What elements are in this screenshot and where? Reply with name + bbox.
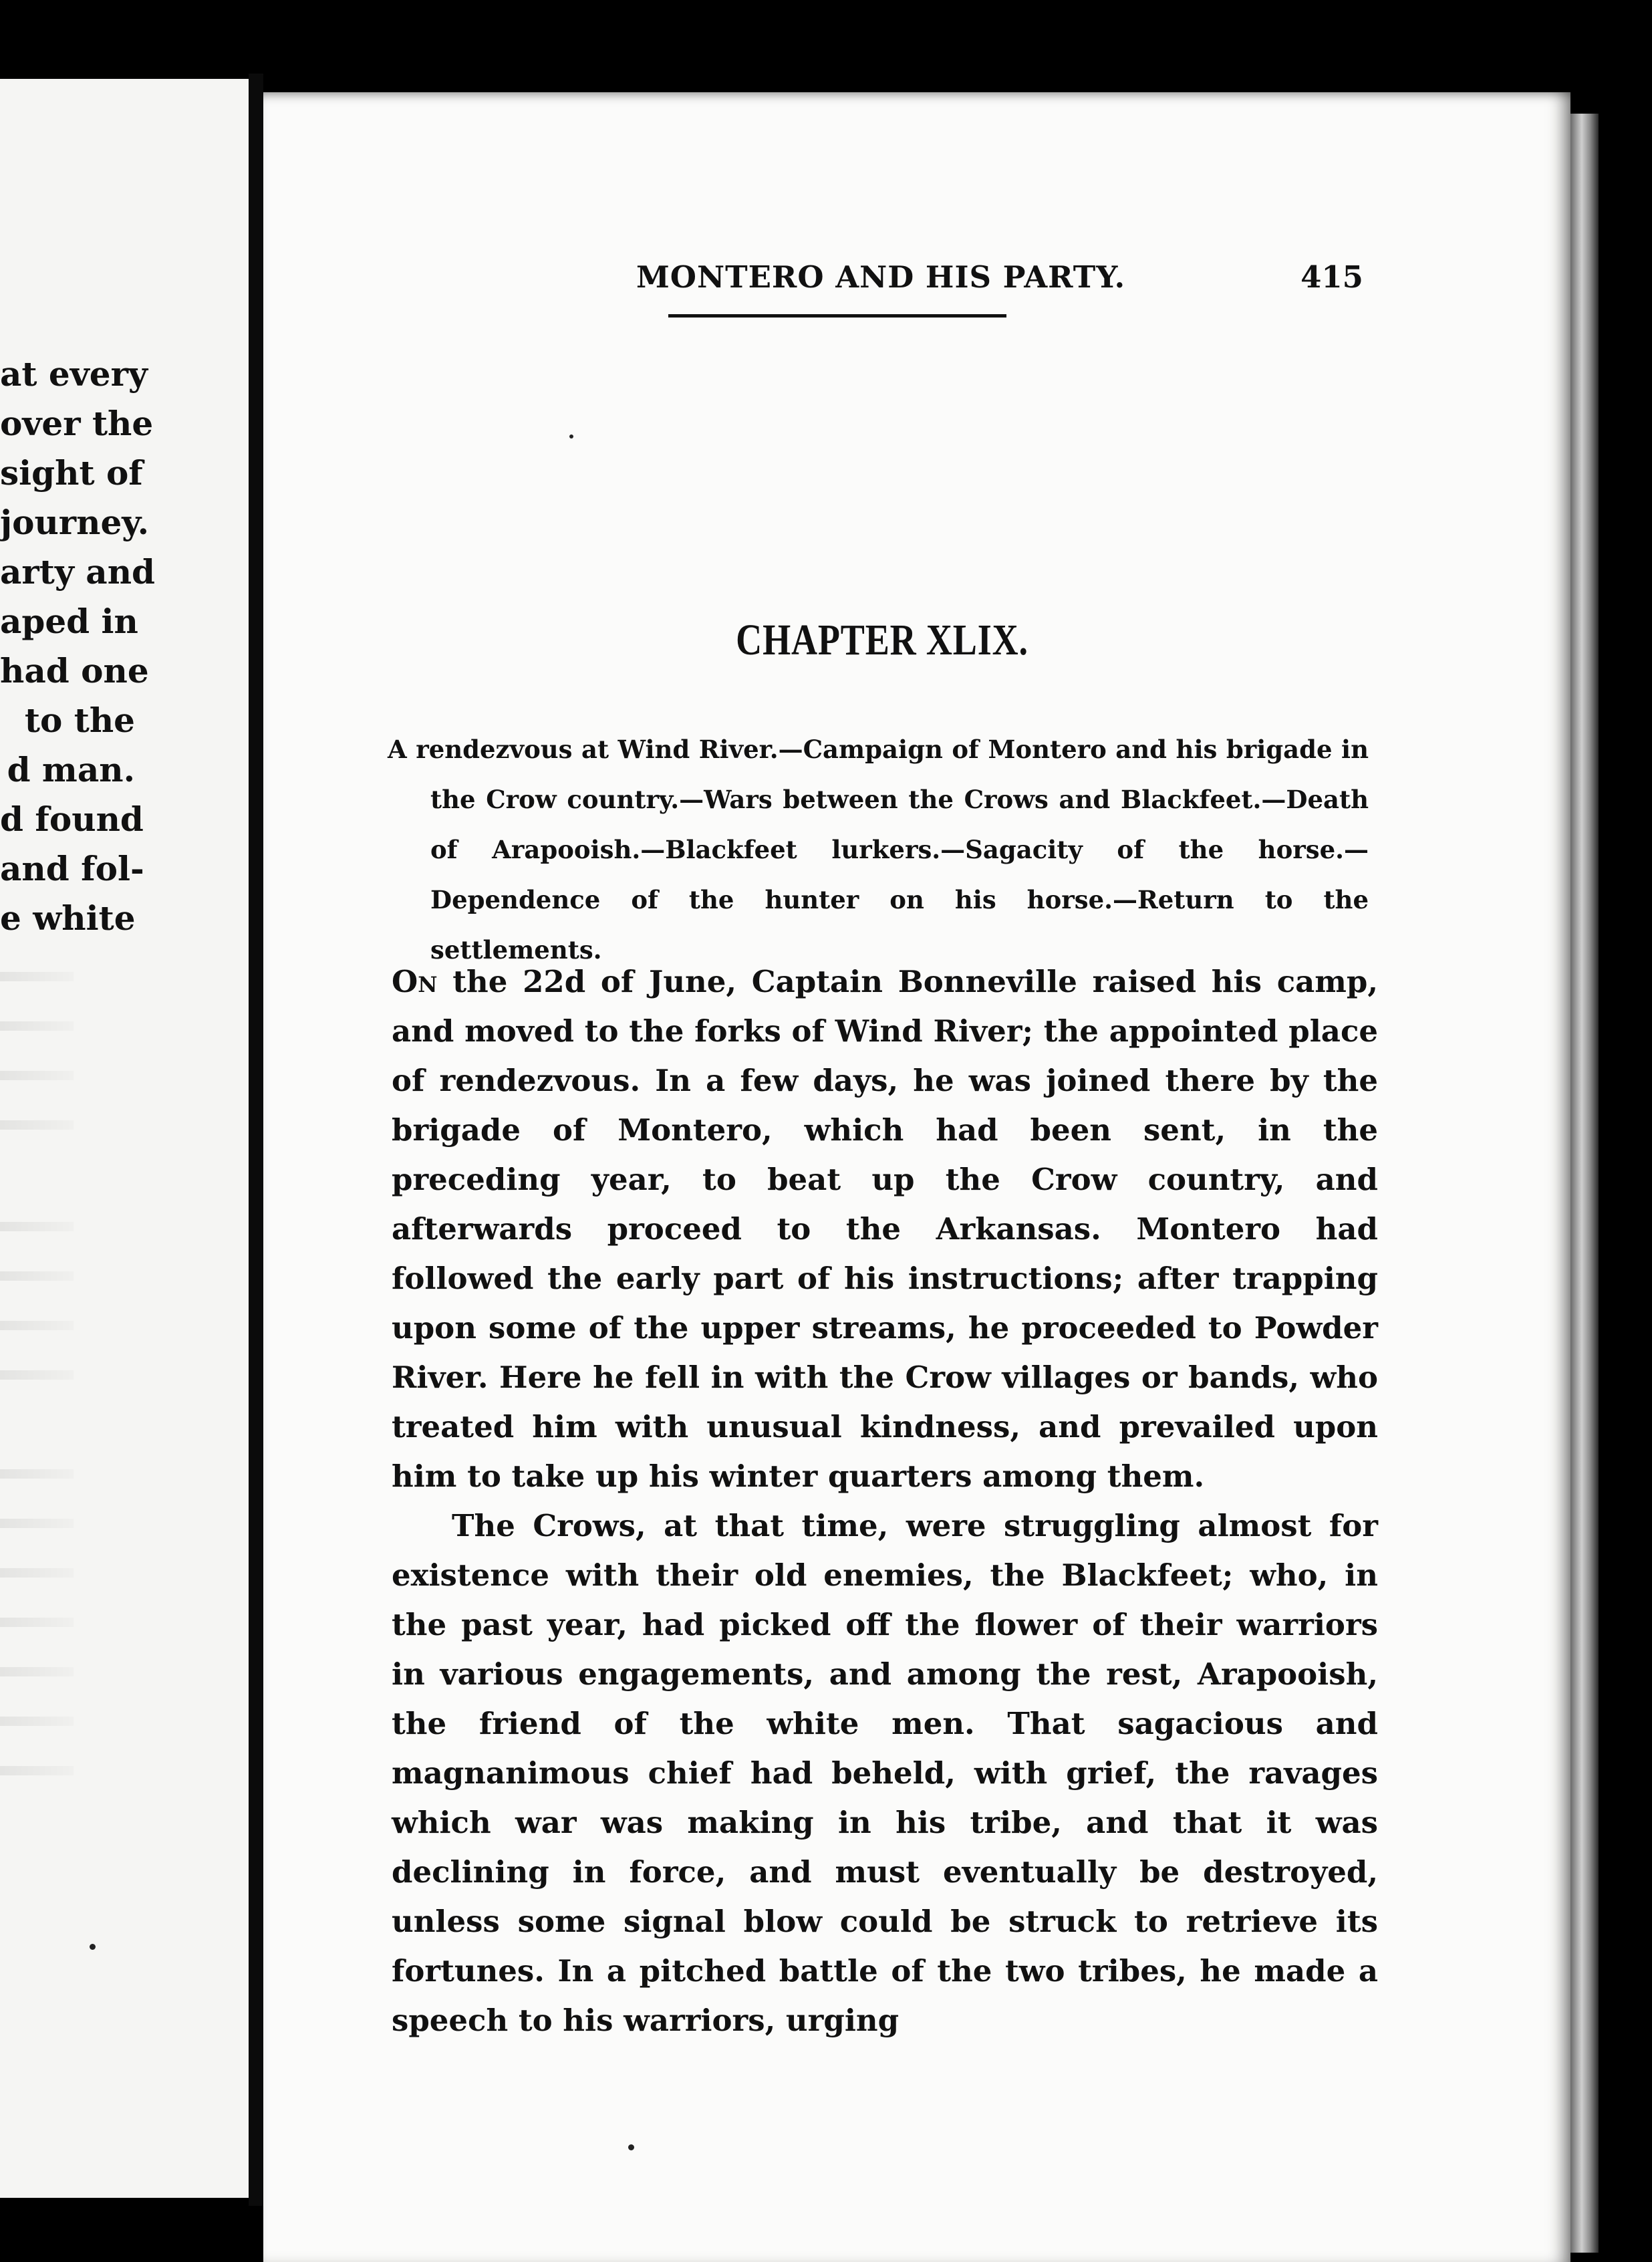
ink-speck — [90, 1944, 96, 1950]
bleed-through-mark — [0, 1667, 74, 1676]
bleed-through-mark — [0, 1717, 74, 1726]
left-page-line: at every — [0, 354, 148, 394]
paragraph — [392, 957, 1378, 1501]
paragraph: The Crows, at that time, were struggling almost for existence with their old enemies, the Blackfeet; who, in the past year, had picked off the flower of their warriors in various engagements, and among the rest, Arapooish, the friend of the white men. That sagacious and magnanimous chief had beheld, with grief, the ravages which war was making in his tribe, and that it was declining in force, and must eventually be destroyed, unless some signal blow could be struck to retrieve its fortunes. In a pitched battle of the two tribes, he made a speech to his warriors, urging — [392, 1508, 1378, 2038]
paragraph-text: the 22d of June, Captain Bonneville raised his camp, and moved to the forks of Wind River; the appointed place of rendezvous. In a few days, he was joined there by the brigade of Montero, which had been sent, in the preceding year, to beat up the Crow country, and afterwards proceed to the Arkansas. Montero had followed the early part of his instructions; after trapping upon some of the upper streams, he proceeded to Powder River. Here he fell in with the Crow villages or bands, who treated him with unusual kindness, and prevailed upon him to take up his winter quarters among them. — [392, 964, 1378, 1494]
bleed-through-mark — [0, 1370, 74, 1380]
bleed-through-mark — [0, 1120, 74, 1130]
bleed-through-mark — [0, 1071, 74, 1080]
bleed-through-mark — [0, 1519, 74, 1528]
left-page-line: journey. — [0, 503, 150, 542]
page-edge — [1570, 114, 1599, 2253]
opening-word: On — [392, 964, 438, 999]
page-number: 415 — [1300, 259, 1363, 295]
left-page-line: and fol- — [0, 849, 144, 888]
left-page-line: had one — [0, 651, 149, 690]
body-text — [392, 957, 1378, 2045]
left-page-line: e white — [0, 898, 136, 938]
left-page-line: arty and — [0, 552, 156, 592]
ink-speck — [569, 434, 573, 438]
left-page-line: aped in — [0, 602, 138, 641]
bleed-through-mark — [0, 1321, 74, 1330]
header-rule — [668, 314, 1006, 318]
chapter-summary: A rendezvous at Wind River.—Campaign of Montero and his brigade in the Crow country.—Wars between the Crows and Blackfeet.—Death of Arapooish.—Blackfeet lurkers.—Sagacity of the horse.—Dependence of the hunter on his horse.—Return to the settlements. — [388, 735, 1369, 965]
bleed-through-mark — [0, 1222, 74, 1231]
page-header — [374, 259, 1363, 306]
left-page-line: to the — [24, 701, 135, 740]
left-page — [0, 79, 249, 2198]
bleed-through-mark — [0, 1469, 74, 1479]
bleed-through-mark — [0, 1271, 74, 1281]
bleed-through-mark — [0, 1021, 74, 1031]
bleed-through-mark — [0, 1568, 74, 1578]
bleed-through-mark — [0, 1766, 74, 1775]
bleed-through-mark — [0, 1618, 74, 1627]
left-page-line: over the — [0, 404, 154, 443]
bleed-through-mark — [0, 972, 74, 981]
left-page-line: d man. — [7, 750, 135, 789]
chapter-title: CHAPTER XLIX. — [736, 616, 1028, 664]
book-gutter — [249, 74, 263, 2206]
left-page-line: sight of — [0, 453, 143, 493]
running-head: MONTERO AND HIS PARTY. — [636, 259, 1126, 295]
left-page-line: d found — [0, 799, 144, 839]
ink-speck — [628, 2144, 634, 2150]
